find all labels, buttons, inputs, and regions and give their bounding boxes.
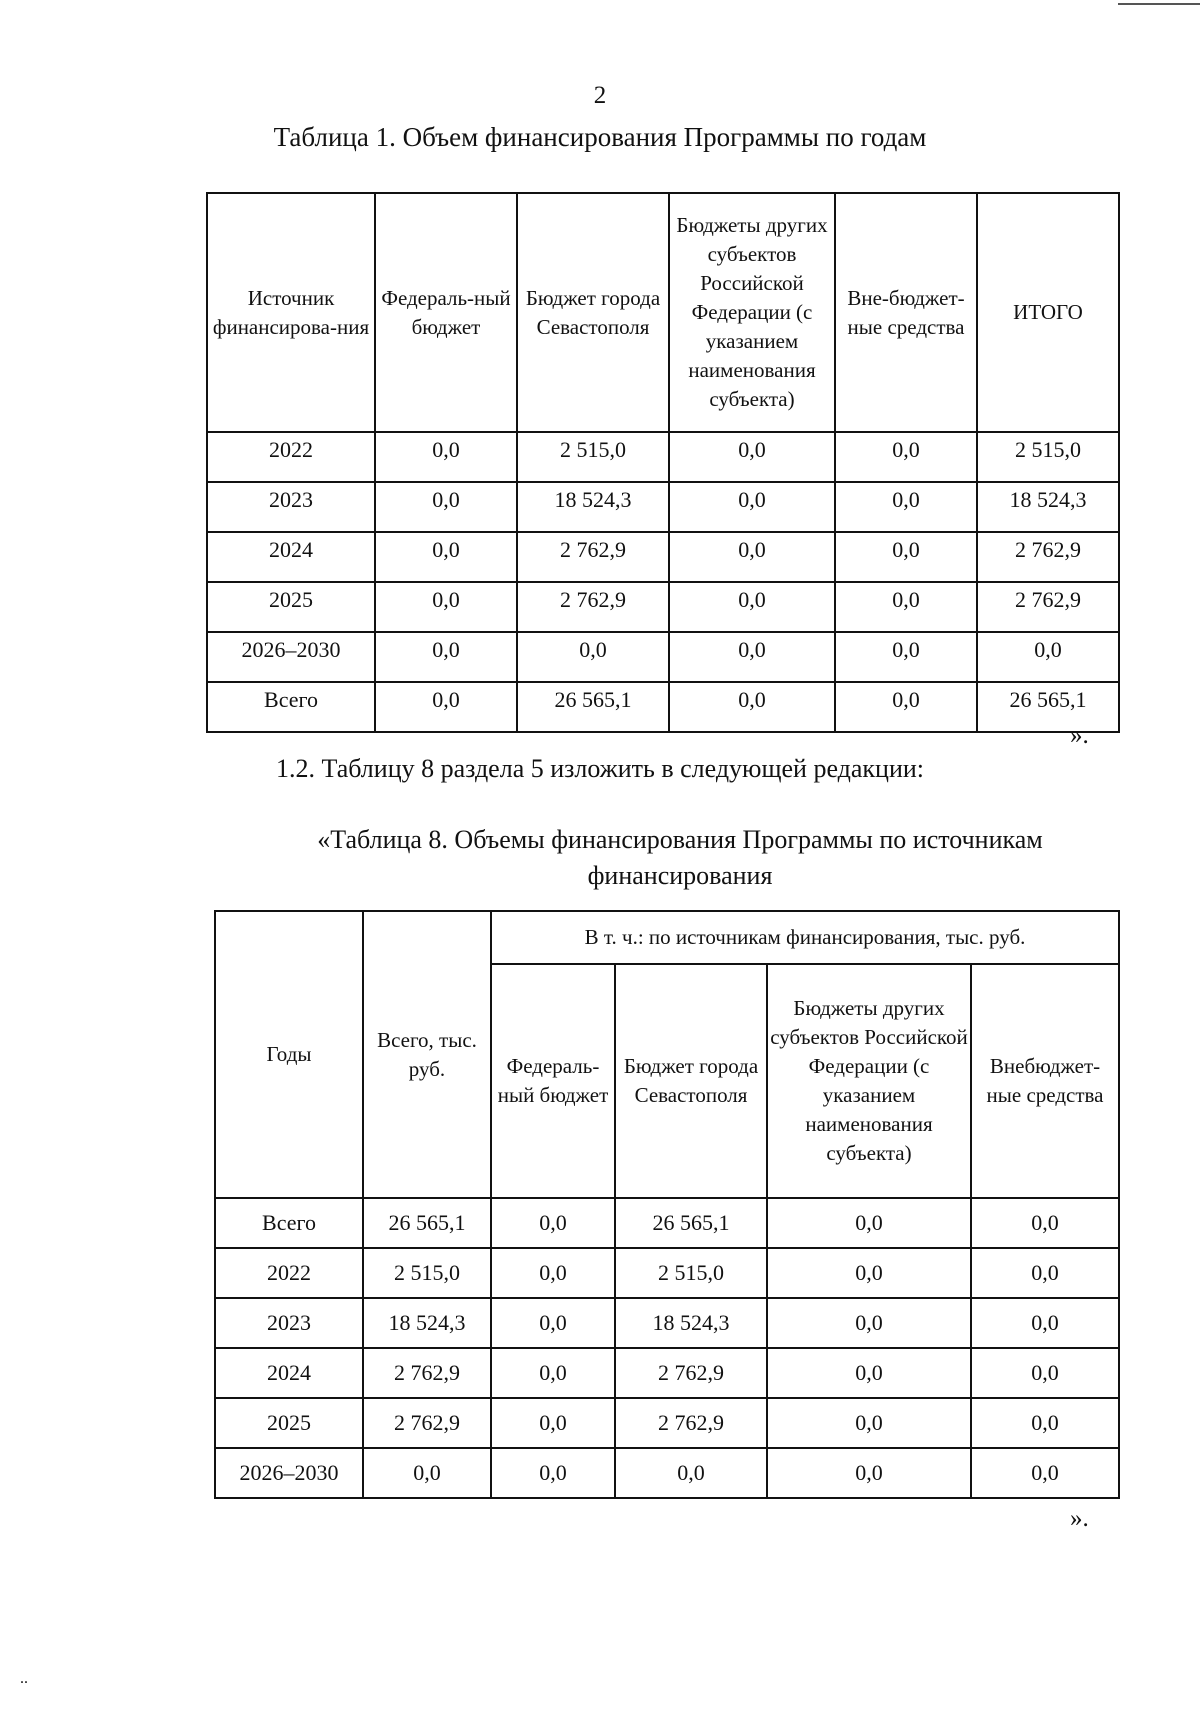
table1-header-cell: ИТОГО [977,193,1119,432]
table-cell: 0,0 [835,632,977,682]
table-cell: 0,0 [669,532,835,582]
table-cell: 0,0 [669,632,835,682]
table-cell: 2 515,0 [517,432,669,482]
table-cell: 0,0 [375,582,517,632]
table-row [215,1398,1119,1448]
table-cell: 26 565,1 [615,1198,767,1248]
table-cell: 0,0 [767,1248,971,1298]
table-cell: 2 762,9 [977,582,1119,632]
table-cell: 0,0 [517,632,669,682]
table1-header-row [207,193,1119,432]
table-cell: 0,0 [375,632,517,682]
table-cell: 2 762,9 [615,1348,767,1398]
table-row [207,632,1119,682]
table8-body [215,1198,1119,1498]
table-cell: 2 762,9 [615,1398,767,1448]
table-cell: 2026–2030 [207,632,375,682]
table-cell: 2 762,9 [517,582,669,632]
table-cell: 0,0 [767,1448,971,1498]
table-cell: 2025 [215,1398,363,1448]
table-row [215,1448,1119,1498]
table-cell: 26 565,1 [363,1198,491,1248]
table1-header-cell: Вне-бюджет-ные средства [835,193,977,432]
table-cell: 2025 [207,582,375,632]
table-cell: 0,0 [835,482,977,532]
table-cell: 0,0 [971,1298,1119,1348]
table-cell: 2022 [215,1248,363,1298]
table8-header-group: В т. ч.: по источникам финансирования, тыс. руб. [491,911,1119,964]
table-cell: 0,0 [835,582,977,632]
table-cell: 0,0 [835,432,977,482]
table-cell: 2 515,0 [363,1248,491,1298]
table8-caption: «Таблица 8. Объемы финансирования Программы по источникам финансирования [317,825,1043,890]
table-cell: 0,0 [669,682,835,732]
table-cell: 0,0 [491,1248,615,1298]
table-row [207,532,1119,582]
table-cell: 0,0 [491,1398,615,1448]
table-cell: 0,0 [669,432,835,482]
table-row [207,582,1119,632]
table1-header-cell: Федераль-ный бюджет [375,193,517,432]
table1-header-cell: Источник финансирова-ния [207,193,375,432]
table-cell: 0,0 [767,1348,971,1398]
table8-subheader-cell: Внебюджет-ные средства [971,964,1119,1198]
table-cell: 26 565,1 [517,682,669,732]
table-cell: 2 515,0 [615,1248,767,1298]
table-row [207,482,1119,532]
table-cell: 0,0 [669,582,835,632]
table1-caption: Таблица 1. Объем финансирования Программы по годам [273,122,927,152]
table-cell: 0,0 [971,1248,1119,1298]
end-quote: ». [1070,1505,1089,1532]
end-quote: ». [1070,722,1089,749]
table-cell: 0,0 [375,682,517,732]
table-cell: 0,0 [375,482,517,532]
table-cell: 0,0 [491,1298,615,1348]
table-cell: 2 762,9 [517,532,669,582]
table-cell: 0,0 [835,682,977,732]
table-cell: 2024 [207,532,375,582]
table-row [207,432,1119,482]
scan-mark: .. [20,1670,28,1687]
section-instruction: 1.2. Таблицу 8 раздела 5 изложить в следующей редакции: [275,754,925,783]
table-cell: 0,0 [767,1398,971,1448]
table8-header-row [215,911,1119,964]
table-row [215,1198,1119,1248]
table-cell: 0,0 [835,532,977,582]
table-cell: 2026–2030 [215,1448,363,1498]
table-cell: 2024 [215,1348,363,1398]
table8-subheader-cell: Бюджеты других субъектов Российской Федерации (с указанием наименования субъекта) [767,964,971,1198]
table-cell: 0,0 [977,632,1119,682]
table-cell: 0,0 [491,1198,615,1248]
table-cell: 18 524,3 [615,1298,767,1348]
table-cell: 0,0 [491,1448,615,1498]
table-cell: 2 762,9 [363,1398,491,1448]
table-cell: 0,0 [491,1348,615,1398]
table-cell: 0,0 [375,432,517,482]
table8-subheader-cell: Бюджет города Севастополя [615,964,767,1198]
table1-body [207,432,1119,732]
table-cell: 2 762,9 [363,1348,491,1398]
table1-header-cell: Бюджет города Севастополя [517,193,669,432]
table-row [215,1248,1119,1298]
page-number: 2 [593,82,607,109]
table-cell: 18 524,3 [977,482,1119,532]
table-cell: 0,0 [767,1198,971,1248]
table8-subheader-cell: Федераль-ный бюджет [491,964,615,1198]
table-cell: 2023 [215,1298,363,1348]
table-cell: 2023 [207,482,375,532]
table-cell: 0,0 [971,1348,1119,1398]
table-cell: 0,0 [615,1448,767,1498]
table1 [206,192,1120,733]
table-cell: Всего [207,682,375,732]
table-cell: 2 762,9 [977,532,1119,582]
table-cell: 0,0 [363,1448,491,1498]
table-cell: 2 515,0 [977,432,1119,482]
table-cell: Всего [215,1198,363,1248]
table8 [214,910,1120,1499]
table-cell: 18 524,3 [517,482,669,532]
table-cell: 26 565,1 [977,682,1119,732]
table-cell: 0,0 [971,1198,1119,1248]
table-cell: 18 524,3 [363,1298,491,1348]
table1-header-cell: Бюджеты других субъектов Российской Федерации (с указанием наименования субъекта) [669,193,835,432]
table-row [207,682,1119,732]
table8-header-years: Годы [215,911,363,1198]
table-cell: 0,0 [375,532,517,582]
table-row [215,1348,1119,1398]
corner-rule [1118,3,1200,5]
table8-header-total: Всего, тыс. руб. [363,911,491,1198]
table-cell: 0,0 [971,1398,1119,1448]
table-cell: 0,0 [767,1298,971,1348]
table-row [215,1298,1119,1348]
table-cell: 0,0 [971,1448,1119,1498]
table-cell: 2022 [207,432,375,482]
table-cell: 0,0 [669,482,835,532]
